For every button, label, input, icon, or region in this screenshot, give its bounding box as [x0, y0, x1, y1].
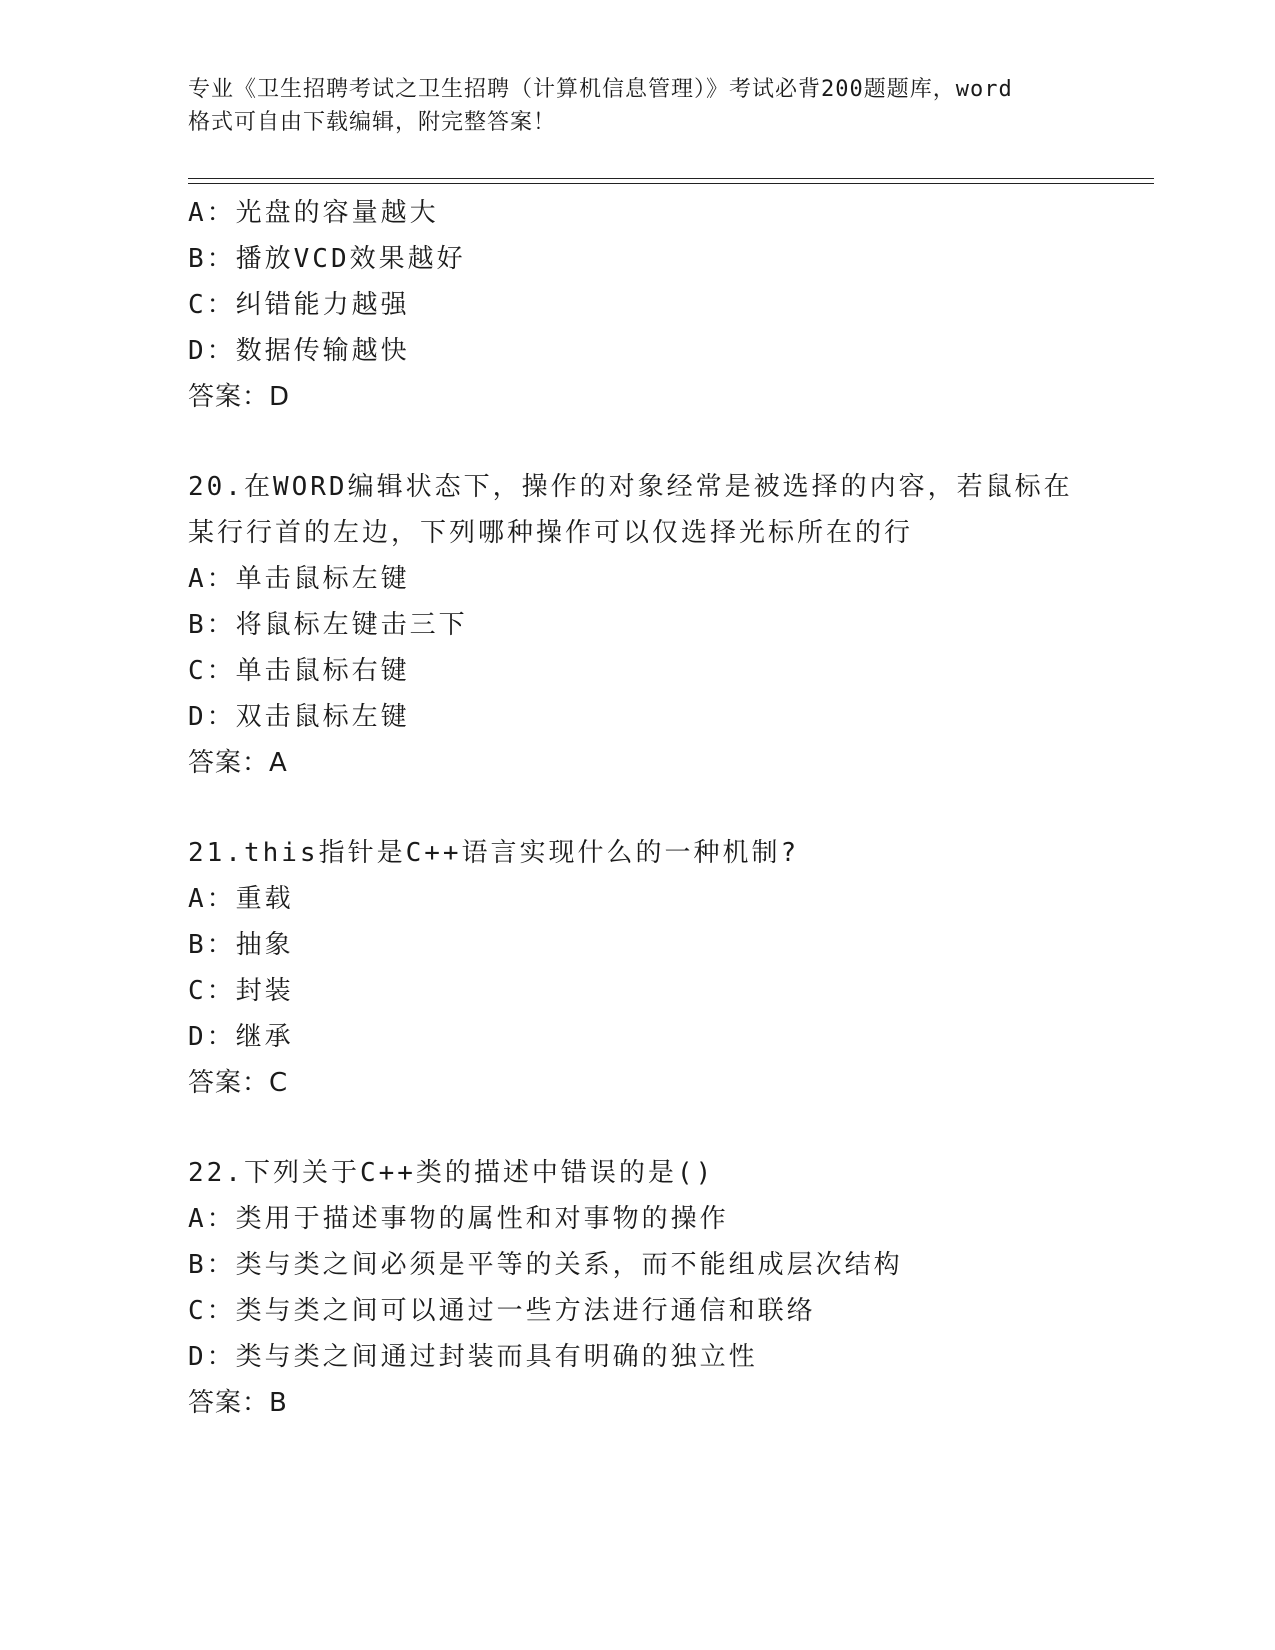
answer: 答案：D: [188, 382, 291, 412]
question-22: [188, 1150, 1148, 1426]
option-b: B：播放VCD效果越好: [188, 244, 466, 274]
answer: 答案：A: [188, 748, 288, 778]
option-c: C：纠错能力越强: [188, 290, 410, 320]
option-c: C：类与类之间可以通过一些方法进行通信和联络: [188, 1296, 816, 1326]
option-c: C：封装: [188, 976, 294, 1006]
document-header: [188, 73, 1088, 139]
option-b: B：类与类之间必须是平等的关系，而不能组成层次结构: [188, 1250, 903, 1280]
question-stem: 某行行首的左边，下列哪种操作可以仅选择光标所在的行: [188, 518, 914, 548]
option-b: B：将鼠标左键击三下: [188, 610, 468, 640]
option-b: B：抽象: [188, 930, 294, 960]
question-19-continued: [188, 190, 1148, 420]
question-list: [188, 190, 1148, 1426]
option-d: D：数据传输越快: [188, 336, 410, 366]
option-a: A：光盘的容量越大: [188, 198, 439, 228]
option-d: D：类与类之间通过封装而具有明确的独立性: [188, 1342, 758, 1372]
question-20: [188, 464, 1148, 786]
question-stem: 21.this指针是C++语言实现什么的一种机制?: [188, 838, 800, 868]
header-divider-bottom: [188, 183, 1154, 184]
header-line-2: 格式可自由下载编辑，附完整答案！: [188, 110, 557, 135]
answer: 答案：C: [188, 1068, 289, 1098]
option-d: D：双击鼠标左键: [188, 702, 410, 732]
option-a: A：单击鼠标左键: [188, 564, 410, 594]
answer: 答案：B: [188, 1388, 288, 1418]
question-21: [188, 830, 1148, 1106]
option-a: A：类用于描述事物的属性和对事物的操作: [188, 1204, 729, 1234]
option-d: D：继承: [188, 1022, 294, 1052]
option-a: A：重载: [188, 884, 294, 914]
question-stem: 22.下列关于C++类的描述中错误的是(): [188, 1158, 715, 1188]
header-line-1: 专业《卫生招聘考试之卫生招聘（计算机信息管理）》考试必背200题题库，word: [188, 77, 1013, 102]
option-c: C：单击鼠标右键: [188, 656, 410, 686]
header-divider-top: [188, 178, 1154, 179]
question-stem: 20.在WORD编辑状态下，操作的对象经常是被选择的内容，若鼠标在: [188, 472, 1073, 502]
